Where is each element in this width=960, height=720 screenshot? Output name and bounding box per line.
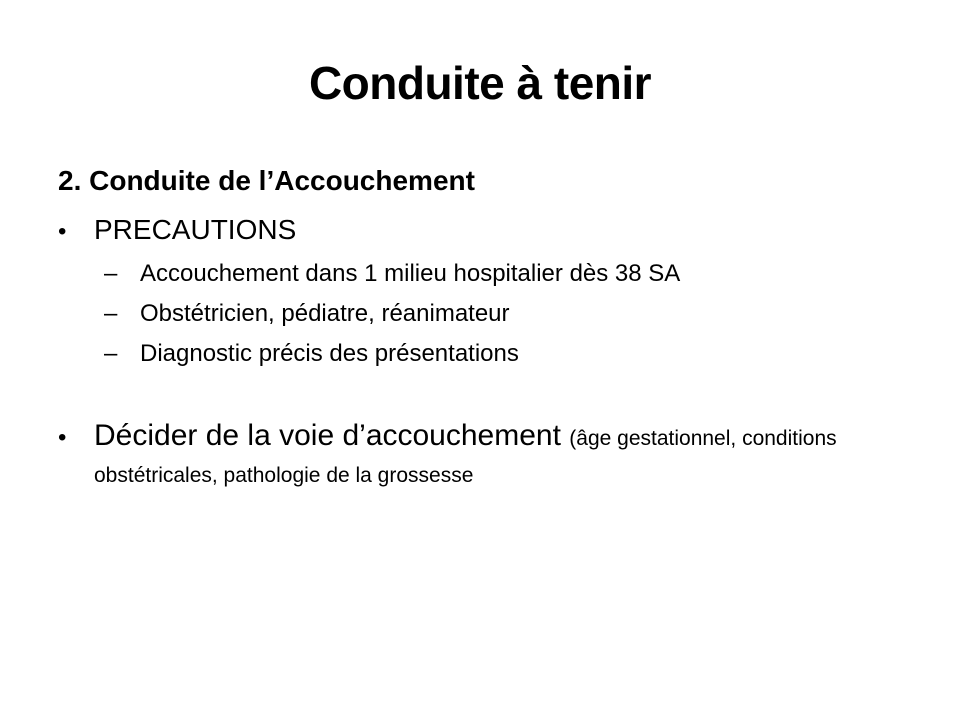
sub-bullet-text-staff: Obstétricien, pédiatre, réanimateur: [140, 300, 510, 328]
bullet-icon: •: [58, 217, 67, 245]
dash-icon: –: [104, 340, 118, 368]
sub-bullet-item: [104, 338, 920, 369]
sub-bullet-text-diagnostic: Diagnostic précis des présentations: [140, 340, 519, 368]
sub-bullet-item: [104, 258, 920, 289]
dash-icon: –: [104, 259, 118, 287]
sub-bullet-item: [104, 298, 920, 329]
bullet-text-decision: [94, 416, 839, 493]
bullet-icon: •: [58, 423, 67, 451]
decision-main-text: Décider de la voie d’accouchement: [94, 418, 570, 452]
bullet-text-precautions: PRECAUTIONS: [94, 213, 297, 245]
dash-icon: –: [104, 300, 118, 328]
bullet-item-decision: [58, 416, 920, 493]
bullet-item-precautions: [58, 212, 920, 248]
section-heading: 2. Conduite de l’Accouchement: [58, 165, 475, 197]
slide-body: [0, 163, 960, 492]
sub-bullet-text-hospital: Accouchement dans 1 milieu hospitalier dès 38 SA: [140, 259, 681, 287]
decision-note-text: (âge gestationnel, conditions obstétricales, pathologie de la grossesse: [94, 426, 837, 488]
slide-title: Conduite à tenir: [308, 57, 652, 109]
